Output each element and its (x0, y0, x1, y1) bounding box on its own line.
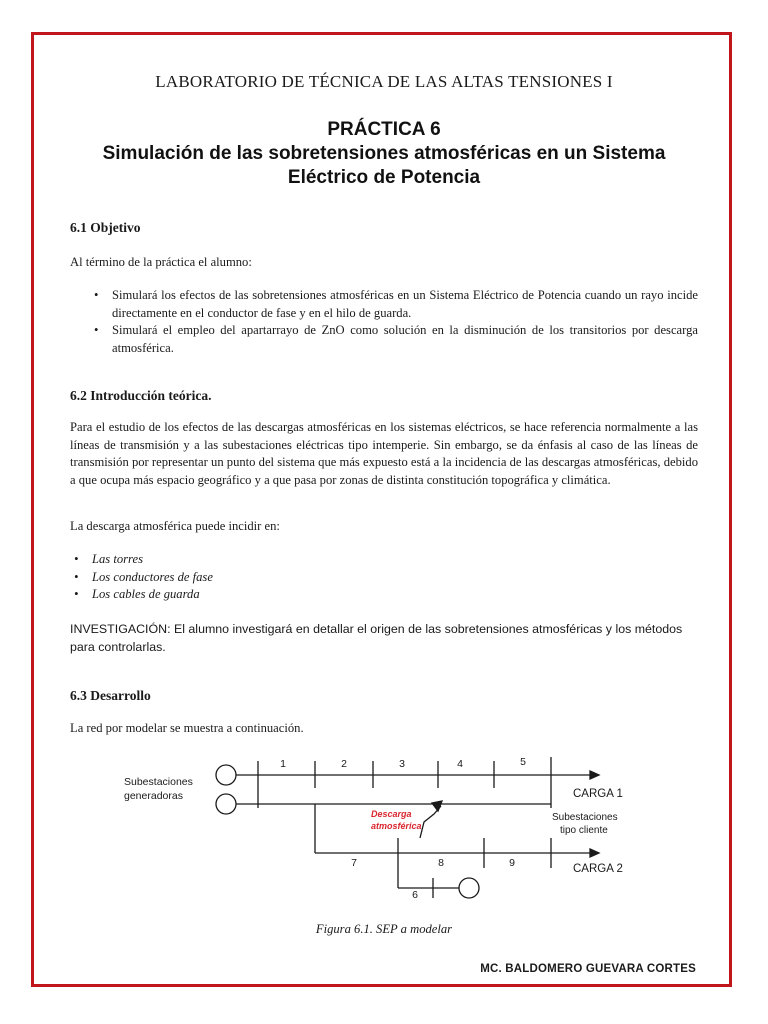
practice-title-line2: Eléctrico de Potencia (287, 167, 481, 188)
incidencia-item: • Los conductores de fase (70, 569, 470, 587)
gen-label-2: generadoras (124, 790, 183, 802)
segment-label: 5 (520, 756, 526, 768)
segment-label: 1 (280, 758, 286, 770)
figure-caption: Figura 6.1. SEP a modelar (315, 922, 453, 936)
load-2-label: CARGA 2 (573, 863, 623, 875)
gen-label-1: Subestaciones (124, 776, 193, 788)
segment-label: 8 (438, 857, 444, 869)
incidencia-item: • Las torres (70, 551, 470, 569)
introduccion-paragraph: Para el estudio de los efectos de las descargas atmosféricas en los sistemas eléctricos, se hace referencia normalmente a las líneas de transmisión y a las subestaciones eléctricas tipo intemperie. Sin embargo, se da énfasis al caso de las líneas de transmisión por representar un punto del sistema que más expuesto está a la incidencia de las descargas atmosféricas, debido a que ocupa más espacio geográfico y a que pasa por zonas de distinta constitución topográfica y climática. (70, 420, 698, 487)
client-circle (459, 878, 479, 898)
arrow-carga-1 (590, 771, 599, 779)
load-1-label: CARGA 1 (573, 788, 623, 800)
section-introduccion-heading: 6.2 Introducción teórica. (70, 388, 212, 403)
author-name: MC. BALDOMERO GUEVARA CORTES (480, 963, 696, 975)
section-desarrollo-heading: 6.3 Desarrollo (70, 688, 151, 703)
objetivo-bullet: • Simulará el empleo del apartarrayo de ZnO como solución en la disminución de los transitorios por descarga atmosférica. (90, 322, 698, 357)
segment-label: 2 (341, 758, 347, 770)
segment-label: 7 (351, 857, 357, 869)
lightning-label-1: Descarga (371, 809, 412, 819)
objetivo-intro: Al término de la práctica el alumno: (70, 255, 252, 269)
investigacion-paragraph: INVESTIGACIÓN: El alumno investigará en detallar el origen de las sobretensiones atmosféricas y los métodos para controlarlas. (70, 622, 683, 654)
practice-title-line1: Simulación de las sobretensiones atmosféricas en un Sistema (102, 143, 666, 164)
lab-header: LABORATORIO DE TÉCNICA DE LAS ALTAS TENSIONES I (155, 72, 613, 91)
lightning-arrowhead (432, 801, 442, 811)
arrow-carga-2 (590, 849, 599, 857)
segment-label: 3 (399, 758, 405, 770)
lightning-label-2: atmosférica (371, 821, 422, 831)
desarrollo-intro: La red por modelar se muestra a continuación. (70, 721, 304, 735)
section-objetivo-heading: 6.1 Objetivo (70, 220, 141, 235)
incidencia-item: • Los cables de guarda (70, 586, 470, 604)
descarga-lead: La descarga atmosférica puede incidir en: (70, 519, 280, 533)
client-label-2: tipo cliente (560, 825, 608, 836)
segment-label: 4 (457, 758, 463, 770)
segment-label: 9 (509, 857, 515, 869)
generator-circle-2 (216, 794, 236, 814)
client-label-1: Subestaciones (552, 812, 618, 823)
objetivo-bullet: • Simulará los efectos de las sobretensiones atmosféricas en un Sistema Eléctrico de Potencia cuando un rayo incide directamente en el conductor de fase y en el hilo de guarda. (90, 287, 698, 322)
practice-number: PRÁCTICA 6 (327, 119, 441, 140)
generator-circle-1 (216, 765, 236, 785)
segment-label: 6 (412, 889, 418, 901)
